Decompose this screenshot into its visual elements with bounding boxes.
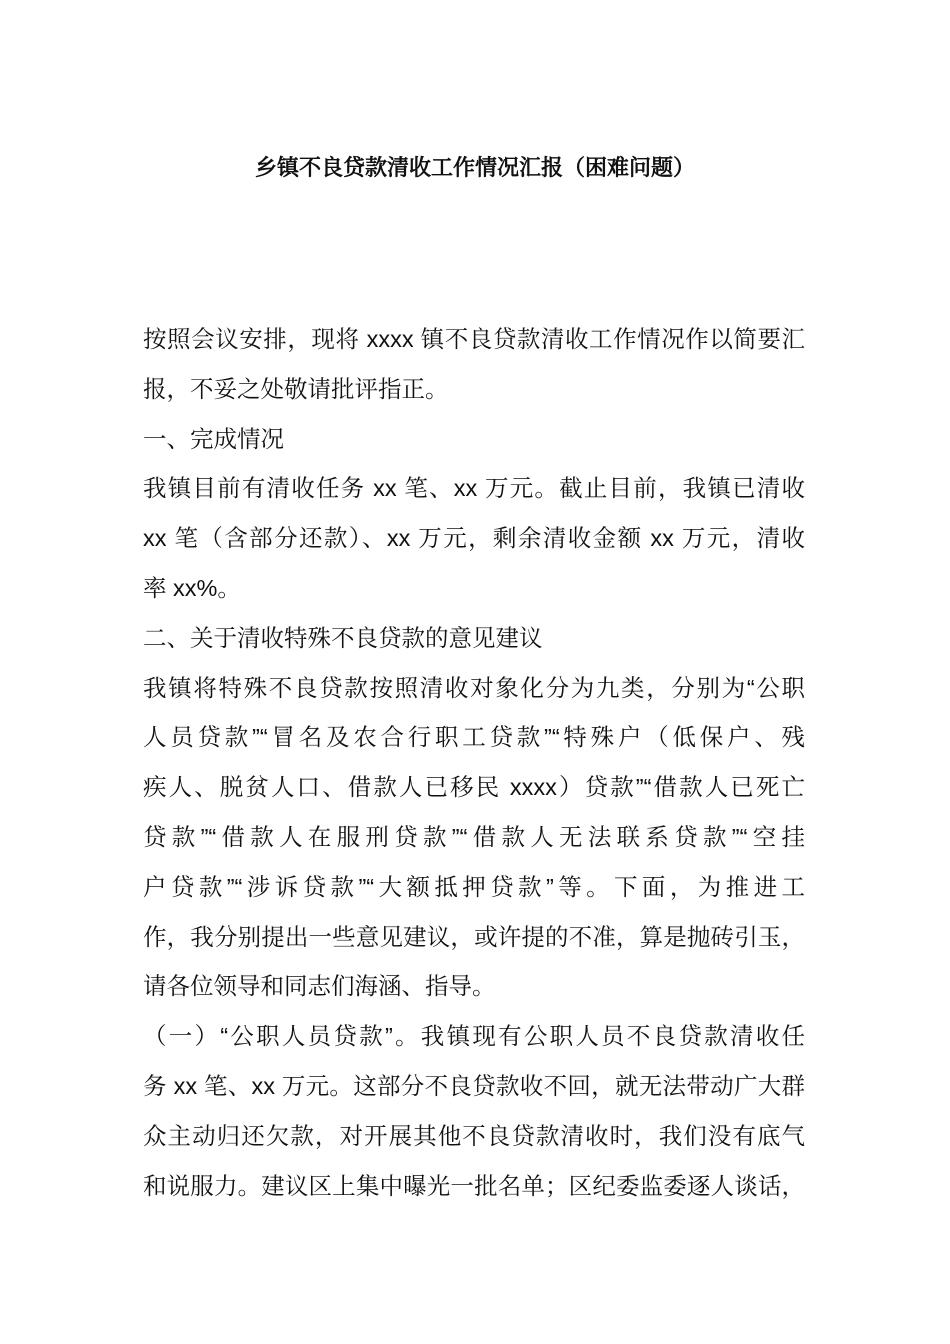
- paragraph-line: 人员贷款”“冒名及农合行职工贷款”“特殊户（低保户、残: [143, 724, 805, 751]
- paragraph-line: 我镇将特殊不良贷款按照清收对象化分为九类，分别为“公职: [143, 674, 805, 701]
- paragraph-line: 户贷款”“涉诉贷款”“大额抵押贷款”等。下面，为推进工: [143, 873, 805, 900]
- paragraph-line: 请各位领导和同志们海涵、指导。: [143, 973, 496, 1000]
- paragraph-line: 一、完成情况: [143, 425, 284, 452]
- paragraph-line: 二、关于清收特殊不良贷款的意见建议: [143, 624, 543, 651]
- paragraph-line: 率 xx%。: [143, 574, 241, 601]
- paragraph-line: 按照会议安排，现将 xxxx 镇不良贷款清收工作情况作以简要汇: [143, 326, 805, 352]
- paragraph-line: 报，不妥之处敬请批评指正。: [143, 375, 449, 402]
- document-title: 乡镇不良贷款清收工作情况汇报（困难问题）: [254, 155, 695, 180]
- document-body: [143, 315, 805, 1211]
- paragraph-line: 和说服力。建议区上集中曝光一批名单；区纪委监委逐人谈话，: [143, 1172, 805, 1199]
- paragraph-line: 众主动归还欠款，对开展其他不良贷款清收时，我们没有底气: [143, 1122, 805, 1149]
- paragraph-line: 疾人、脱贫人口、借款人已移民 xxxx）贷款”“借款人已死亡: [143, 774, 805, 801]
- paragraph-line: 务 xx 笔、xx 万元。这部分不良贷款收不回，就无法带动广大群: [143, 1072, 805, 1099]
- paragraph-line: （一）“公职人员贷款”。我镇现有公职人员不良贷款清收任: [143, 1023, 805, 1050]
- paragraph-line: 贷款”“借款人在服刑贷款”“借款人无法联系贷款”“空挂: [143, 823, 805, 850]
- paragraph-line: 我镇目前有清收任务 xx 笔、xx 万元。截止目前，我镇已清收: [143, 475, 805, 502]
- paragraph-line: xx 笔（含部分还款）、xx 万元，剩余清收金额 xx 万元，清收: [143, 525, 805, 552]
- paragraph-line: 作，我分别提出一些意见建议，或许提的不准，算是抛砖引玉，: [143, 923, 805, 950]
